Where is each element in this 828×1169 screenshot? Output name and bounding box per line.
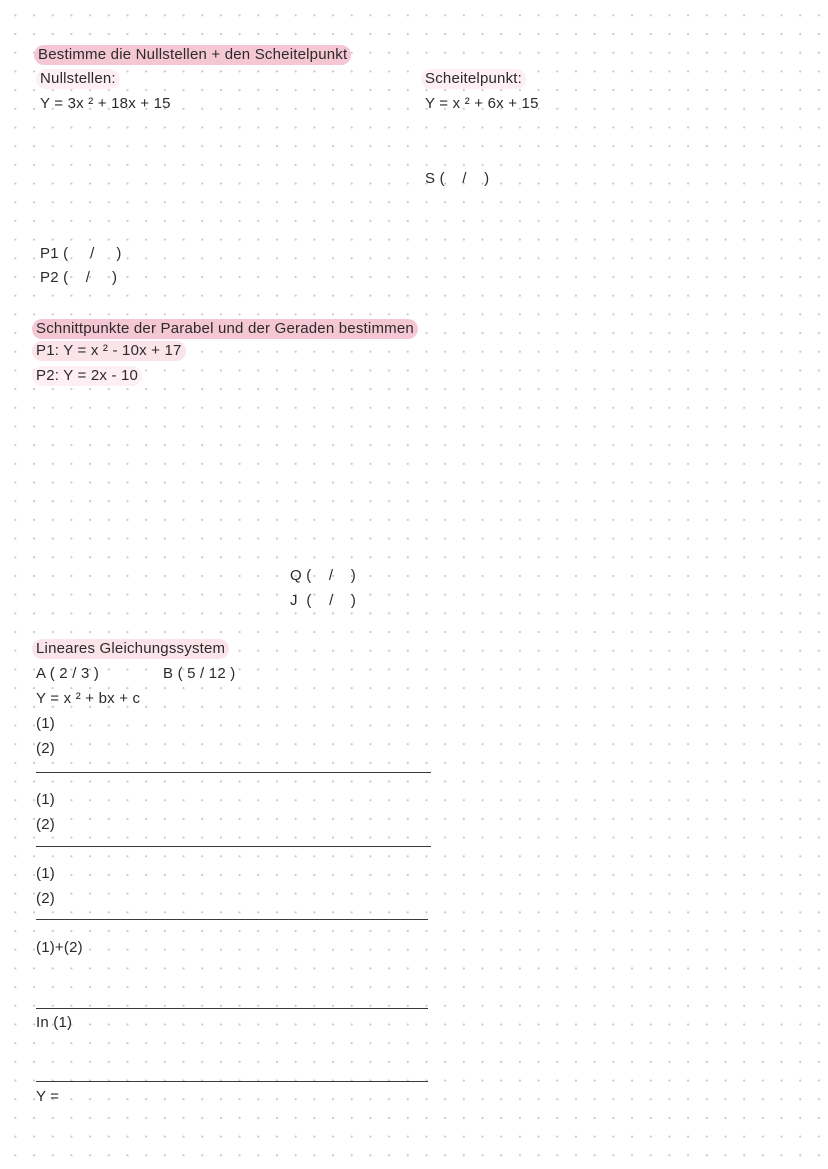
equation-1-label: (1) (36, 715, 55, 732)
point-a: A ( 2 / 3 ) (36, 665, 100, 682)
divider-line (36, 846, 431, 847)
section-heading-nullstellen-scheitelpunkt: Bestimme die Nullstellen + den Scheitelpunkt (34, 45, 351, 65)
general-equation: Y = x ² + bx + c (36, 690, 141, 707)
equation-sum-label: (1)+(2) (36, 939, 83, 956)
scheitelpunkt-label: Scheitelpunkt: (421, 69, 526, 89)
equation-2-label: (2) (36, 890, 55, 907)
parabel-equation-p1: P1: Y = x ² - 10x + 17 (32, 341, 186, 361)
section-heading-gleichungssystem: Lineares Gleichungssystem (32, 639, 229, 659)
divider-line (36, 772, 431, 773)
equation-1-label: (1) (36, 791, 55, 808)
schnittpunkt-q-result: Q ( / ) (290, 567, 356, 584)
scheitelpunkt-equation: Y = x ² + 6x + 15 (425, 95, 539, 112)
nullstellen-label: Nullstellen: (36, 69, 120, 89)
gerade-equation-p2: P2: Y = 2x - 10 (32, 366, 142, 386)
equation-1-label: (1) (36, 865, 55, 882)
divider-line (36, 1008, 428, 1009)
equation-2-label: (2) (36, 740, 55, 757)
scheitelpunkt-result: S ( / ) (425, 170, 490, 187)
nullstelle-p2-result: P2 ( / ) (40, 269, 118, 286)
nullstellen-equation: Y = 3x ² + 18x + 15 (40, 95, 171, 112)
section-heading-schnittpunkte: Schnittpunkte der Parabel und der Geraden bestimmen (32, 319, 418, 339)
substitute-into-1-label: In (1) (36, 1014, 73, 1031)
equation-2-label: (2) (36, 816, 55, 833)
final-equation-label: Y = (36, 1088, 60, 1105)
divider-line (36, 919, 428, 920)
divider-line (36, 1081, 428, 1082)
nullstelle-p1-result: P1 ( / ) (40, 245, 122, 262)
schnittpunkt-j-result: J ( / ) (290, 592, 357, 609)
point-b: B ( 5 / 12 ) (163, 665, 236, 682)
